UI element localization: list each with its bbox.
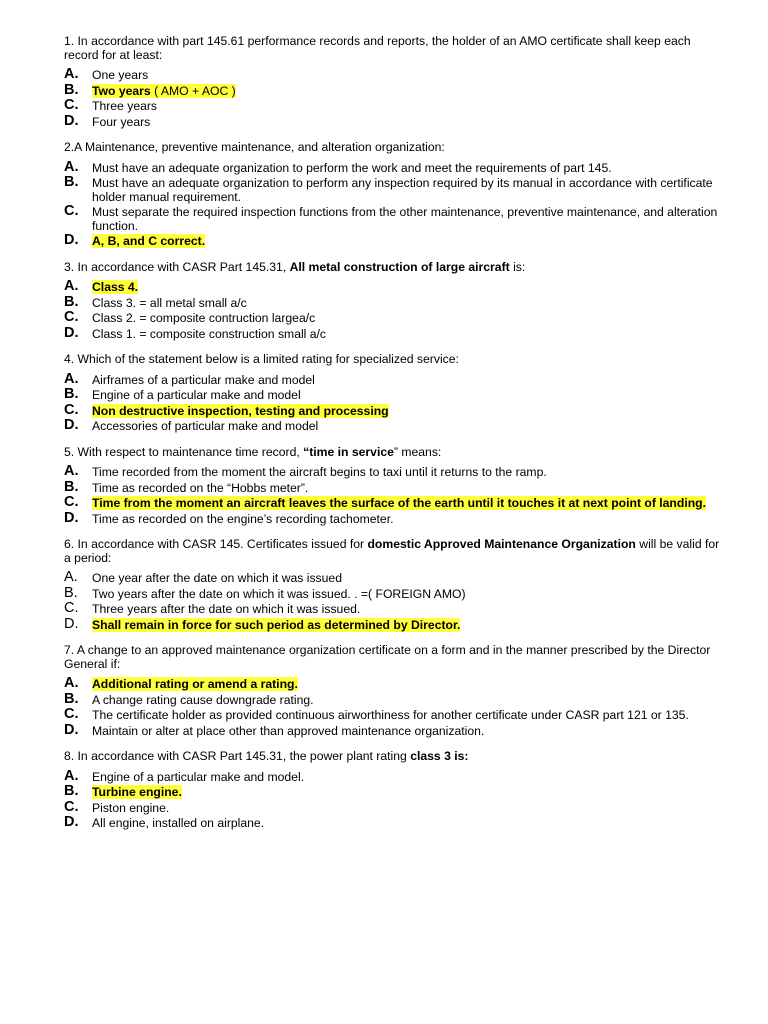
question-emphasis: “time in service: [303, 444, 394, 459]
option-letter: D.: [64, 232, 79, 248]
quiz-page: [64, 35, 724, 833]
q4-option-a: [64, 370, 724, 388]
question-text: will be valid for a period:: [64, 537, 720, 565]
q5-option-c: [64, 494, 724, 511]
question-5-options: [64, 463, 724, 526]
option-text: Maintain or alter at place other than approved maintenance organization.: [92, 723, 485, 738]
option-text: Accessories of particular make and model: [92, 419, 319, 433]
question-1-options: [64, 66, 724, 129]
option-text: Two years after the date on which it was issued. . =( FOREIGN AMO): [92, 586, 466, 601]
question-3-options: [64, 278, 724, 341]
option-text: Engine of a particular make and model.: [92, 769, 305, 784]
question-5: [64, 446, 724, 460]
option-letter: C.: [64, 798, 79, 815]
option-letter: C.: [64, 401, 79, 418]
option-letter: C.: [64, 706, 79, 722]
question-6-options: [64, 569, 724, 632]
option-text: One years: [92, 68, 149, 82]
option-text: All engine, installed on airplane.: [92, 816, 265, 830]
option-letter: C.: [64, 494, 79, 510]
q7-option-c: [64, 706, 724, 723]
option-letter: A.: [64, 158, 79, 175]
option-letter: B.: [64, 478, 79, 495]
question-7: 7. A change to an approved maintenance organization certificate on a form and in the manner prescribed by the Director General if:: [64, 643, 711, 671]
q6-option-a: [64, 569, 724, 586]
q3-option-c: [64, 309, 724, 326]
question-1: 1. In accordance with part 145.61 performance records and reports, the holder of an AMO certificate shall keep each record for at least:: [64, 34, 691, 62]
option-text: Airframes of a particular make and model: [92, 372, 315, 387]
option-letter: D.: [64, 324, 79, 341]
q8-option-a: [64, 767, 724, 785]
question-text: 5. With respect to maintenance time record,: [64, 444, 304, 459]
question-emphasis: domestic Approved Maintenance Organization: [367, 537, 636, 551]
option-text: Must have an adequate organization to perform any inspection required by its manual in accordance with certificate holder manual requirement.: [92, 176, 713, 204]
option-letter: D.: [64, 814, 79, 830]
highlighted-answer: Time from the moment an aircraft leaves the surface of the earth until it touches it at next point of landing.: [92, 496, 706, 510]
option-text-bold: Two years: [92, 83, 151, 98]
option-letter: C.: [64, 600, 79, 616]
option-text: Engine of a particular make and model: [92, 388, 301, 402]
q5-option-b: [64, 478, 724, 496]
question-2: 2.A Maintenance, preventive maintenance, and alteration organization:: [64, 140, 445, 154]
question-text: 8. In accordance with CASR Part 145.31, the power plant rating: [64, 749, 411, 763]
highlighted-answer: [92, 84, 236, 98]
option-letter: A.: [64, 66, 79, 82]
question-emphasis: All metal construction of large aircraft: [289, 259, 510, 274]
option-letter: B.: [64, 81, 79, 98]
option-letter: D.: [64, 721, 79, 738]
option-text: Class 3. = all metal small a/c: [92, 295, 247, 310]
option-text: Four years: [92, 114, 151, 129]
option-text: Class 2. = composite contruction largea/c: [92, 311, 316, 325]
q4-option-c: [64, 401, 724, 419]
q5-option-d: [64, 509, 724, 527]
question-3: [64, 261, 724, 275]
option-letter: D.: [64, 615, 79, 632]
option-text: Time recorded from the moment the aircraft begins to taxi until it returns to the ramp.: [92, 465, 547, 479]
q6-option-c: [64, 600, 724, 617]
option-letter: A.: [64, 278, 79, 294]
option-letter: A.: [64, 767, 79, 784]
option-letter: A.: [64, 569, 78, 585]
option-text: Time as recorded on the engine’s recording tachometer.: [92, 511, 394, 526]
q6-option-d: [64, 615, 724, 633]
option-letter: B.: [64, 690, 79, 707]
highlighted-answer: Turbine engine.: [92, 785, 182, 799]
option-text: One year after the date on which it was issued: [92, 571, 342, 585]
option-letter: A.: [64, 370, 79, 387]
question-7-options: [64, 675, 724, 738]
option-text: ( AMO + AOC ): [150, 83, 236, 98]
q7-option-b: [64, 690, 724, 708]
option-text: Piston engine.: [92, 800, 170, 815]
option-text: A change rating cause downgrade rating.: [92, 692, 314, 707]
option-letter: B.: [64, 174, 79, 190]
option-letter: B.: [64, 783, 79, 799]
question-text: 6. In accordance with CASR 145. Certificates issued for: [64, 537, 368, 551]
question-6: [64, 538, 724, 565]
highlighted-answer: Additional rating or amend a rating.: [92, 677, 298, 691]
option-letter: C.: [64, 203, 79, 219]
option-letter: D.: [64, 417, 79, 433]
question-2-options: [64, 158, 724, 249]
option-letter: D.: [64, 112, 79, 129]
highlighted-answer: Class 4.: [92, 280, 139, 294]
question-text: is:: [509, 259, 526, 274]
q1-option-c: [64, 97, 724, 114]
q8-option-c: [64, 798, 724, 816]
q8-option-b: [64, 783, 724, 800]
question-8-options: [64, 767, 724, 831]
q7-option-a: [64, 675, 724, 692]
option-letter: B.: [64, 584, 78, 601]
option-text: Class 1. = composite construction small a/c: [92, 326, 327, 341]
q3-option-b: [64, 293, 724, 311]
option-text: The certificate holder as provided continuous airworthiness for another certificate under CASR part 121 or 135.: [92, 708, 689, 722]
question-text: 3. In accordance with CASR Part 145.31,: [64, 259, 290, 274]
option-letter: C.: [64, 97, 79, 113]
q7-option-d: [64, 721, 724, 739]
highlighted-answer: A, B, and C correct.: [92, 234, 206, 248]
option-text: Must separate the required inspection functions from the other maintenance, preventive maintenance, and alteration function.: [92, 205, 718, 233]
option-text: Time as recorded on the “Hobbs meter”.: [92, 480, 309, 495]
q2-option-c: [64, 203, 724, 233]
q6-option-b: [64, 584, 724, 602]
q2-option-a: [64, 158, 724, 176]
q1-option-a: [64, 66, 724, 83]
highlighted-answer: Non destructive inspection, testing and processing: [92, 403, 389, 418]
q3-option-d: [64, 324, 724, 342]
option-letter: C.: [64, 309, 79, 325]
question-emphasis: class 3 is:: [410, 749, 469, 763]
q2-option-b: [64, 174, 724, 204]
option-text: Must have an adequate organization to perform the work and meet the requirements of part 145.: [92, 160, 612, 175]
question-4-options: [64, 370, 724, 434]
q5-option-a: [64, 463, 724, 480]
q2-option-d: [64, 232, 724, 249]
q4-option-d: [64, 417, 724, 434]
highlighted-answer: Shall remain in force for such period as determined by Director.: [92, 617, 461, 632]
q8-option-d: [64, 814, 724, 831]
q4-option-b: [64, 386, 724, 403]
q1-option-d: [64, 112, 724, 130]
option-letter: A.: [64, 675, 79, 691]
option-letter: B.: [64, 293, 79, 310]
option-text: Three years after the date on which it was issued.: [92, 602, 361, 616]
question-text: ” means:: [393, 444, 442, 459]
question-4: 4. Which of the statement below is a limited rating for specialized service:: [64, 352, 459, 366]
question-8: [64, 750, 724, 764]
q1-option-b: [64, 81, 724, 99]
option-letter: A.: [64, 463, 79, 479]
q3-option-a: [64, 278, 724, 295]
option-letter: D.: [64, 509, 79, 526]
option-text: Three years: [92, 99, 158, 113]
option-letter: B.: [64, 386, 79, 402]
